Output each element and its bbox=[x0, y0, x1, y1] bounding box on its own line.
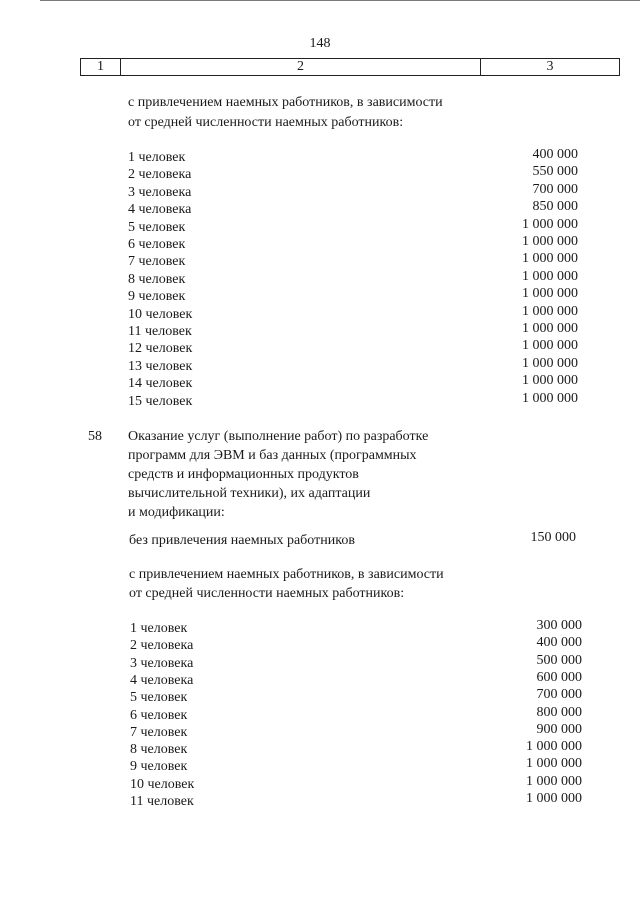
section1-row-value: 1 000 000 bbox=[522, 216, 578, 232]
section1-row-label: 8 человек bbox=[128, 271, 186, 287]
section1-intro-line: от средней численности наемных работников: bbox=[128, 115, 404, 130]
section1-row-label: 2 человека bbox=[128, 167, 192, 183]
item58-row-label: 7 человек bbox=[130, 724, 188, 740]
section1-row-value: 1 000 000 bbox=[522, 303, 578, 319]
section1-row-label: 1 человек bbox=[128, 150, 186, 165]
item58-row-value: 600 000 bbox=[536, 669, 582, 685]
item58-row-label: 6 человек bbox=[130, 707, 188, 723]
item58-row-label: 10 человек bbox=[130, 776, 195, 792]
item58-title-line: вычислительной техники), их адаптации bbox=[128, 486, 371, 501]
section1-row-label: 10 человек bbox=[128, 306, 193, 322]
item58-row-label: 11 человек bbox=[130, 794, 194, 809]
column-header-3: 3 bbox=[481, 59, 620, 76]
section1-row-value: 850 000 bbox=[532, 199, 578, 215]
item58-row-value: 1 000 000 bbox=[526, 756, 582, 772]
page-number: 148 bbox=[309, 36, 331, 51]
item58-title-line: средств и информационных продуктов bbox=[128, 467, 359, 482]
section1-row-value: 1 000 000 bbox=[522, 286, 578, 302]
section1-row-label: 9 человек bbox=[128, 289, 186, 305]
item58-row-value: 700 000 bbox=[536, 687, 582, 703]
item58-row-value: 1 000 000 bbox=[526, 739, 582, 755]
section1-row-label: 7 человек bbox=[128, 254, 186, 270]
item58-row-label: 1 человек bbox=[130, 621, 188, 636]
section1-row-label: 6 человек bbox=[128, 237, 186, 252]
item-number: 58 bbox=[88, 429, 102, 444]
no-employees-value: 150 000 bbox=[530, 530, 576, 545]
item58-row-value: 300 000 bbox=[536, 618, 582, 633]
section1-row-value: 1 000 000 bbox=[522, 390, 578, 406]
section1-row-value: 700 000 bbox=[532, 181, 578, 197]
item58-row-label: 2 человека bbox=[130, 638, 194, 654]
item58-row-value: 800 000 bbox=[536, 704, 582, 720]
item58-row-value: 500 000 bbox=[536, 652, 582, 668]
item58-row-value: 1 000 000 bbox=[526, 791, 582, 806]
item58-row-value: 1 000 000 bbox=[526, 773, 582, 789]
section1-row-value: 400 000 bbox=[532, 147, 578, 162]
item58-row-value: 900 000 bbox=[536, 721, 582, 737]
section1-row-label: 14 человек bbox=[128, 376, 193, 392]
item58-row-label: 8 человек bbox=[130, 742, 188, 758]
section1-row-value: 1 000 000 bbox=[522, 268, 578, 284]
item58-title-line: программ для ЭВМ и баз данных (программных bbox=[128, 448, 417, 463]
section1-row-value: 1 000 000 bbox=[522, 251, 578, 267]
section1-row-value: 1 000 000 bbox=[522, 373, 578, 389]
section1-intro-line: с привлечением наемных работников, в зависимости bbox=[128, 95, 443, 110]
section1-row-label: 13 человек bbox=[128, 358, 193, 374]
item58-intro-line: от средней численности наемных работников: bbox=[129, 586, 405, 601]
column-header-1: 1 bbox=[81, 59, 121, 76]
item58-row-label: 4 человека bbox=[130, 672, 194, 688]
section1-row-label: 15 человек bbox=[128, 393, 193, 409]
no-employees-label: без привлечения наемных работников bbox=[129, 533, 355, 548]
item58-intro-line: с привлечением наемных работников, в зависимости bbox=[129, 567, 444, 582]
section1-row-label: 3 человека bbox=[128, 184, 192, 200]
section1-row-value: 1 000 000 bbox=[522, 234, 578, 249]
section1-row-label: 5 человек bbox=[128, 219, 186, 235]
section1-row-value: 1 000 000 bbox=[522, 355, 578, 371]
item58-row-label: 5 человек bbox=[130, 690, 188, 706]
section1-row-value: 1 000 000 bbox=[522, 321, 578, 336]
section1-row-label: 4 человека bbox=[128, 202, 192, 218]
section1-row-label: 11 человек bbox=[128, 324, 192, 339]
column-header-2: 2 bbox=[121, 59, 481, 76]
item58-row-label: 3 человека bbox=[130, 655, 194, 671]
item58-title-line: Оказание услуг (выполнение работ) по разработке bbox=[128, 429, 429, 444]
item58-title-line: и модификации: bbox=[128, 505, 225, 520]
section1-row-label: 12 человек bbox=[128, 341, 193, 357]
item58-row-label: 9 человек bbox=[130, 759, 188, 775]
section1-row-value: 1 000 000 bbox=[522, 338, 578, 354]
section1-row-value: 550 000 bbox=[532, 164, 578, 180]
item58-row-value: 400 000 bbox=[536, 635, 582, 651]
